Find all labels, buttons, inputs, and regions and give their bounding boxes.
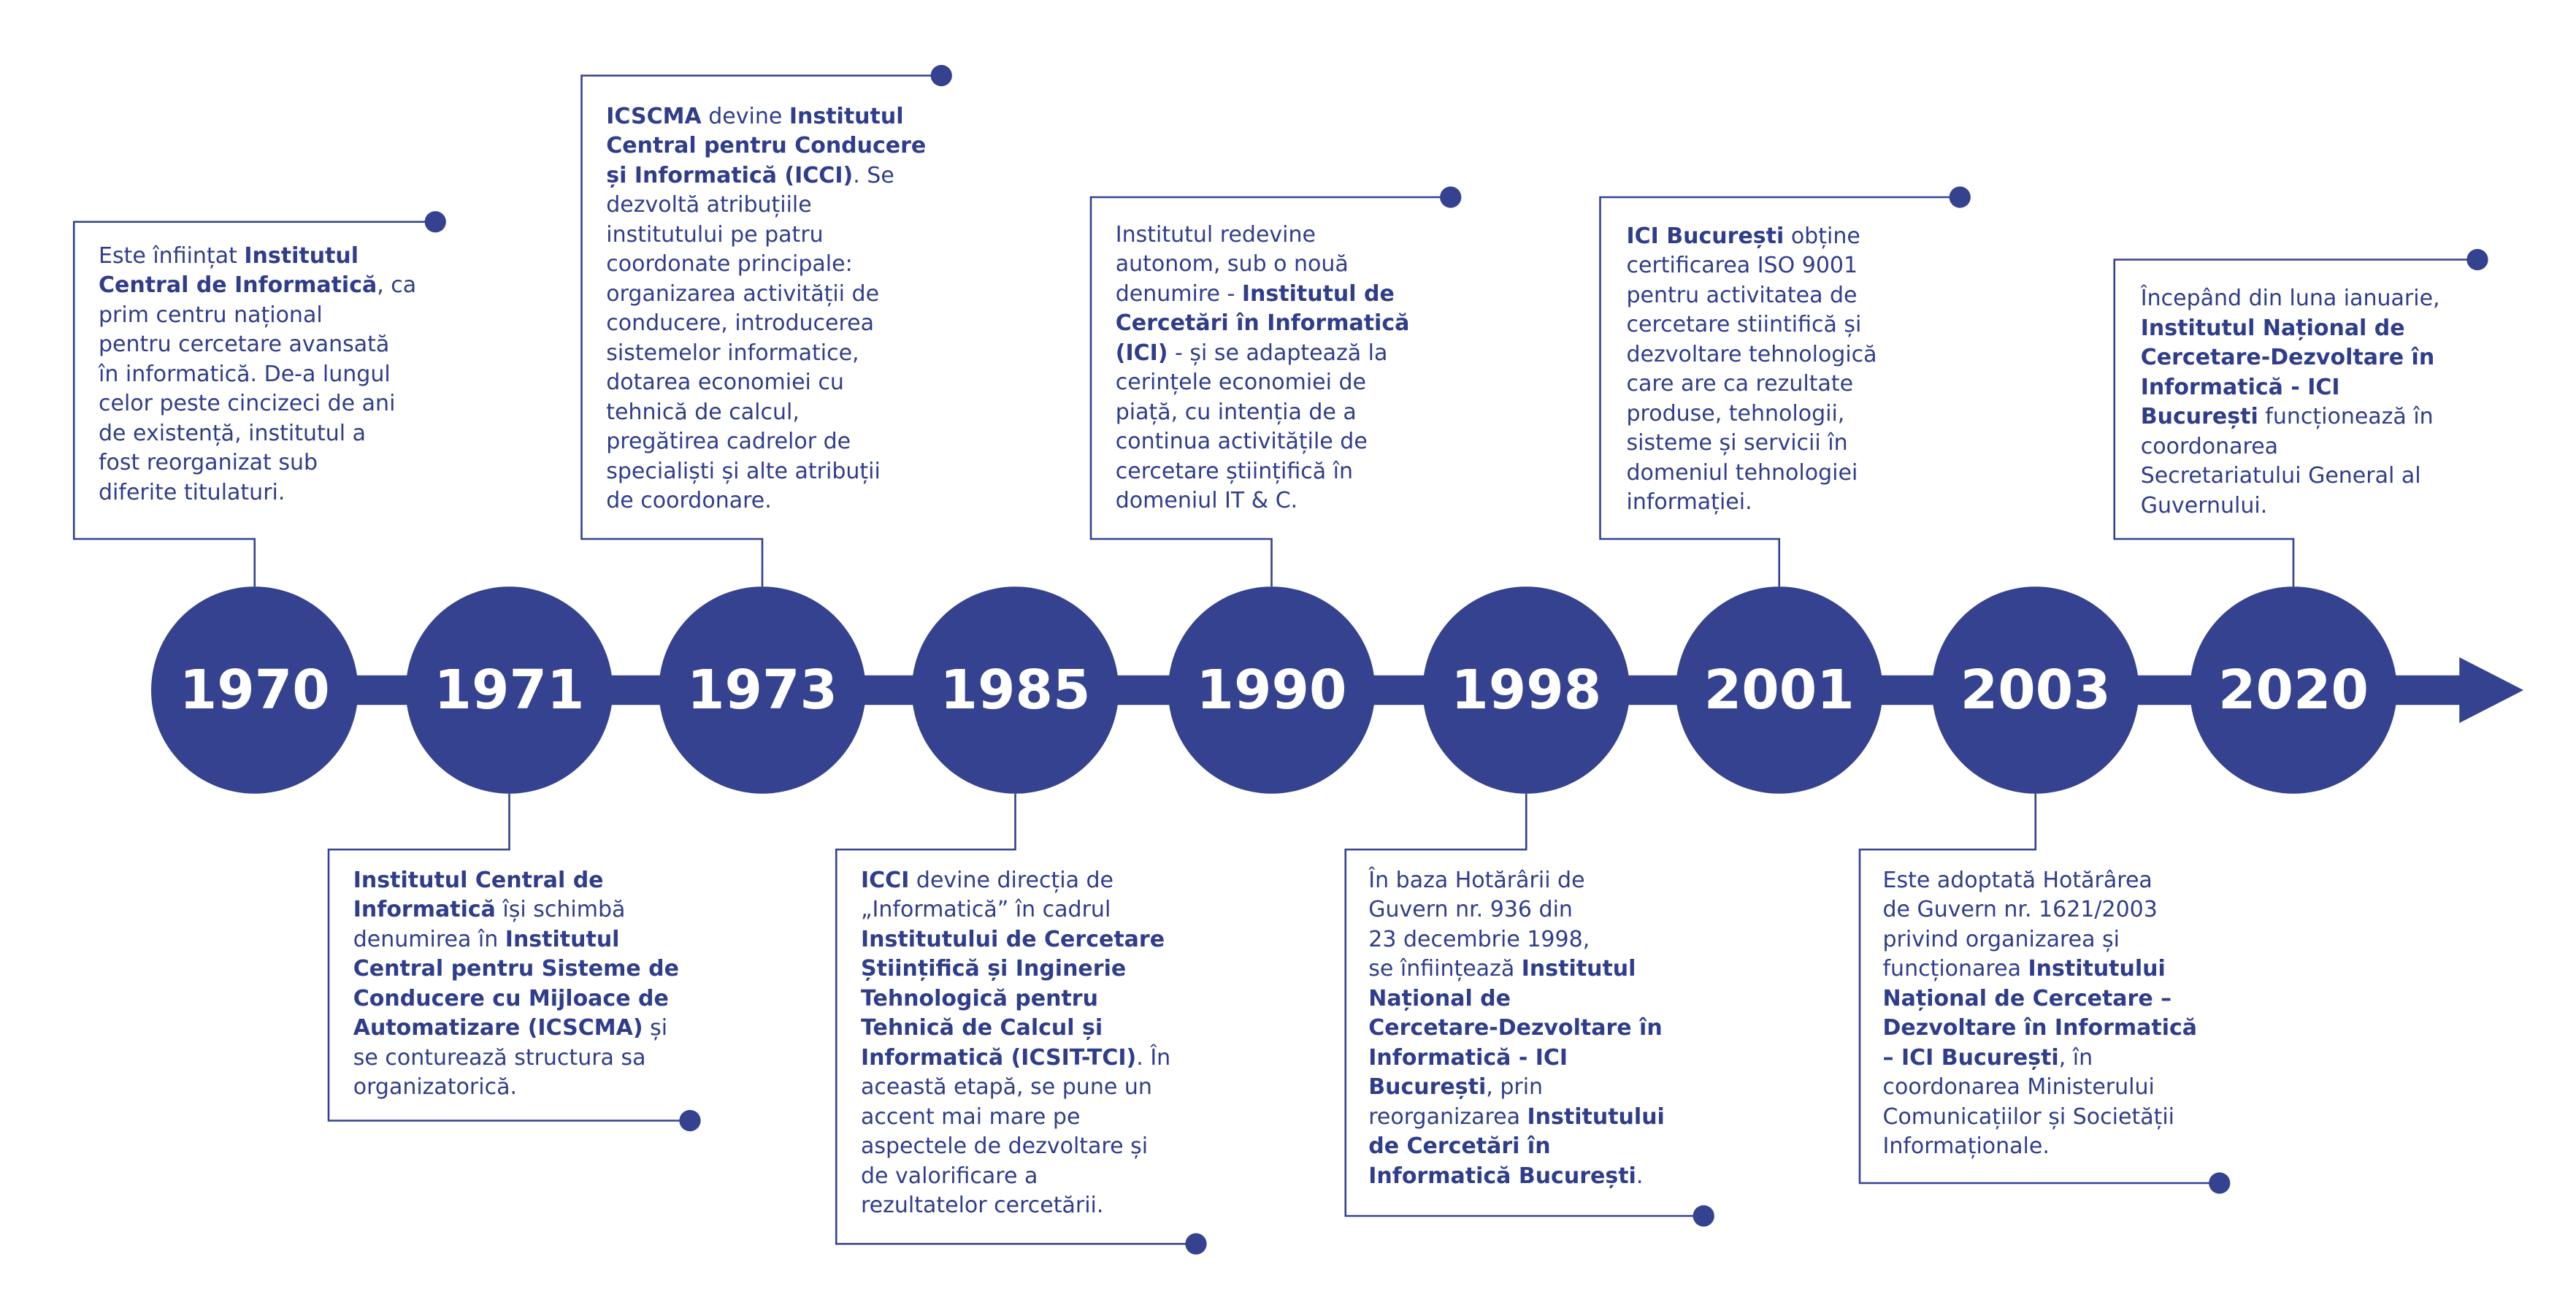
text: cercetare stiintifică și [1626,312,1862,338]
text: . În [1136,1044,1171,1071]
text: celor peste cincizeci de ani [99,391,396,417]
text: 23 decembrie 1998, [1368,926,1590,952]
text: cercetare științifică în [1115,458,1353,484]
event-line [606,486,926,516]
text: de existență, institutul a [99,420,367,446]
text: coordonarea Ministerului [1882,1074,2155,1101]
text: organizatorică. [353,1074,518,1101]
year-label: 1973 [687,659,837,722]
axis-arrow [2459,657,2523,723]
bold-text: Informatică București [1368,1163,1636,1189]
text: pregătirea cadrelor de [606,429,851,454]
event-line [1116,280,1410,310]
text: în informatică. De-a lungul [99,361,391,387]
text: sisteme și servicii în [1626,430,1848,456]
event-line [606,368,926,398]
bold-text: ICI București [1626,223,1785,249]
year-label: 2003 [1960,659,2111,722]
text: Este înființat [99,242,245,269]
text: fost reorganizat sub [99,450,318,476]
bold-text: Cercetare-Dezvoltare în [2140,345,2435,371]
event-line [606,339,926,369]
event-line [1116,427,1410,457]
connector-dot [1950,186,1971,207]
event-line [861,1014,1170,1044]
bold-text: Institutul [789,103,904,129]
event-line [861,925,1170,955]
event-line [1883,1103,2198,1133]
event-line [1368,1103,1665,1133]
event-line [1627,340,1877,370]
bold-text: (ICI) [1115,340,1168,366]
event-line [861,984,1170,1014]
event-line [606,191,926,221]
event-line [1116,309,1410,339]
event-line [606,221,926,250]
bold-text: Institutul Central de [353,867,604,893]
event-description-1973 [606,102,926,516]
bold-text: Cercetări în Informatică [1115,310,1410,336]
event-description-1998 [1368,866,1665,1192]
event-line [99,301,416,331]
text: denumire - [1115,280,1242,307]
event-line [606,250,926,280]
text: rezultatelor cercetării. [861,1193,1104,1219]
text: autonom, sub o nouă [1115,251,1349,277]
text: diferite titulaturi. [99,479,285,505]
event-line [1883,1044,2198,1074]
event-line [1368,866,1665,896]
bold-text: Central pentru Sisteme de [353,956,679,982]
text: care are ca rezultate [1626,371,1854,397]
bold-text: ICSCMA [606,103,702,129]
bold-text: Național de [1368,985,1511,1011]
year-label: 1985 [940,659,1091,722]
event-line [99,330,416,360]
event-line [861,1132,1170,1162]
event-line [2141,402,2440,432]
event-line [99,389,416,419]
text: institutului pe patru [606,221,824,248]
text: de valorificare a [861,1163,1038,1189]
event-line [861,1103,1170,1133]
text: , în [2058,1044,2093,1071]
text: Este adoptată Hotărârea [1882,867,2153,893]
bold-text: Dezvoltare în Informatică [1882,1015,2198,1041]
bold-text: și Informatică (ICCI) [606,162,854,188]
text: obține [1784,223,1860,249]
event-description-2001 [1627,222,1877,518]
event-description-2020 [2141,284,2440,521]
event-line [1883,925,2198,955]
bold-text: Institutul [244,242,359,269]
event-line [1883,954,2198,984]
event-line [861,895,1170,925]
event-line [1627,459,1877,489]
event-line [2141,343,2440,373]
bold-text: Național de Cercetare – [1882,985,2172,1011]
bold-text: Institutul de [1241,280,1395,307]
bold-text: Institutului de Cercetare [861,926,1165,952]
bold-text: Institutului [2028,956,2166,982]
connector-dot [931,65,952,86]
connector-dot [679,1110,700,1131]
event-line [606,131,926,161]
event-line [2141,373,2440,403]
event-line [861,1191,1170,1221]
bold-text: Informatică - ICI [1368,1044,1568,1071]
text: denumirea în [353,926,505,952]
event-line [99,360,416,390]
event-description-1990 [1116,221,1410,516]
event-line [861,1162,1170,1192]
bold-text: Informatică - ICI [2140,374,2340,400]
text: Informaționale. [1882,1133,2050,1160]
bold-text: Conducere cu Mijloace de [353,985,669,1011]
event-line [1627,399,1877,429]
event-line [1368,1162,1665,1192]
event-description-2003 [1883,866,2198,1162]
bold-text: București [2140,404,2258,430]
event-line [99,271,416,301]
bold-text: Cercetare-Dezvoltare în [1368,1015,1663,1041]
connector-dot [1693,1205,1714,1226]
event-description-1971 [353,866,679,1103]
text: conducere, introducerea [606,310,874,336]
event-line [1627,281,1877,311]
text: . [1636,1163,1644,1189]
text: prim centru național [99,302,323,328]
bold-text: Central de Informatică [99,272,377,299]
text: organizarea activității de [606,280,880,307]
event-line [1368,925,1665,955]
connector-dot [1185,1233,1206,1255]
bold-text: Tehnică de Calcul și [861,1015,1103,1041]
event-line [1627,251,1877,281]
text: accent mai mare pe [861,1103,1081,1130]
connector-dot [2466,249,2488,270]
event-line [99,448,416,478]
bold-text: Institutului [1527,1103,1665,1130]
event-line [99,478,416,508]
event-line [99,242,416,272]
connector-dot [2209,1172,2230,1193]
text: devine direcția de [909,867,1114,893]
text: În baza Hotărârii de [1368,867,1585,893]
text: pentru cercetare avansată [99,332,390,358]
text: aspectele de dezvoltare și [861,1133,1149,1160]
text: - și se adaptează la [1168,340,1388,366]
bold-text: Științifică și Inginerie [861,956,1127,982]
event-line [1883,866,2198,896]
bold-text: Institutul [505,926,620,952]
event-line [1116,486,1410,516]
event-line [353,954,679,984]
event-line [1116,221,1410,250]
text: de Guvern nr. 1621/2003 [1882,897,2158,923]
event-line [861,866,1170,896]
event-description-1985 [861,866,1170,1221]
event-line [1116,250,1410,280]
text: informației. [1626,489,1752,516]
event-line [1883,984,2198,1014]
year-label: 1971 [434,659,585,722]
event-line [606,427,926,457]
connector-dot [425,211,446,232]
bold-text: ICCI [861,867,910,893]
bold-text: – ICI București [1882,1044,2059,1071]
text: sistemelor informatice, [606,340,859,366]
text: funcționarea [1882,956,2028,982]
bold-text: Automatizare (ICSCMA) [353,1015,643,1041]
text: Începând din luna ianuarie, [2140,286,2440,312]
event-line [1368,984,1665,1014]
text: produse, tehnologii, [1626,400,1845,426]
text: devine [701,103,789,129]
event-line [1368,1044,1665,1074]
event-line [1368,1073,1665,1103]
text: Secretariatului General al [2140,463,2421,489]
text: de coordonare. [606,488,772,513]
text: reorganizarea [1368,1103,1527,1130]
bold-text: de Cercetări în [1368,1133,1551,1160]
event-line [353,1073,679,1103]
year-label: 1970 [179,659,330,722]
event-line [606,102,926,132]
year-nodes [151,586,2397,794]
text: certificarea ISO 9001 [1626,253,1858,279]
text: dezvoltare tehnologică [1626,341,1877,367]
text: , prin [1486,1074,1544,1101]
text: coordonarea [2140,433,2279,459]
event-line [1368,954,1665,984]
bold-text: Central pentru Conducere [606,133,927,158]
event-line [2141,284,2440,314]
text: „Informatică” în cadrul [861,897,1111,923]
event-line [1627,370,1877,399]
event-line [861,1044,1170,1074]
event-line [1116,398,1410,428]
event-line [353,1044,679,1074]
text: coordonate principale: [606,251,853,277]
text: se înființează [1368,956,1522,982]
event-line [2141,432,2440,462]
text: tehnică de calcul, [606,399,800,425]
text: această etapă, se pune un [861,1074,1152,1101]
event-line [1116,457,1410,487]
event-line [1116,339,1410,369]
event-line [1368,1014,1665,1044]
bold-text: Informatică (ICSIT-TCI) [861,1044,1137,1071]
text: Institutul redevine [1115,221,1316,248]
year-label: 2001 [1703,659,1855,722]
event-line [353,866,679,896]
bold-text: Institutul [1521,956,1636,982]
event-line [353,925,679,955]
event-line [1627,488,1877,518]
text: și [643,1015,668,1041]
event-line [606,398,926,428]
text: privind organizarea și [1882,926,2120,952]
event-line [2141,462,2440,491]
event-line [1883,1132,2198,1162]
text: , ca [377,272,417,299]
event-line [1883,1073,2198,1103]
event-line [1627,310,1877,340]
event-line [1883,1014,2198,1044]
year-label: 1998 [1451,659,1602,722]
event-line [606,309,926,339]
text: funcționează în [2258,404,2434,430]
event-line [606,280,926,310]
event-line [861,954,1170,984]
text: dotarea economiei cu [606,370,844,395]
text: Guvern nr. 936 din [1368,897,1573,923]
event-line [2141,491,2440,521]
text: piață, cu intenția de a [1115,399,1357,425]
event-line [1368,895,1665,925]
text: specialiști și alte atribuții [606,458,881,484]
bold-text: Tehnologică pentru [861,985,1098,1011]
text: domeniul tehnologiei [1626,459,1858,486]
text: domeniul IT & C. [1115,488,1298,513]
text: . Se [853,162,894,188]
event-line [2141,314,2440,344]
bold-text: Informatică [353,897,496,923]
event-line [353,1014,679,1044]
event-line [1368,1132,1665,1162]
event-line [353,895,679,925]
event-line [606,457,926,487]
text: dezvoltă atribuțiile [606,192,812,218]
text: Guvernului. [2140,492,2268,519]
event-line [1116,368,1410,398]
event-line [1627,222,1877,252]
event-line [99,419,416,449]
text: își schimbă [495,897,626,923]
event-line [861,1073,1170,1103]
event-line [606,161,926,191]
text: cerințele economiei de [1115,370,1366,395]
event-line [1627,429,1877,459]
bold-text: București [1368,1074,1487,1101]
bold-text: Institutul Național de [2140,315,2405,341]
event-line [1883,895,2198,925]
year-label: 1990 [1196,659,1347,722]
event-line [353,984,679,1014]
connector-dot [1440,186,1461,207]
text: pentru activitatea de [1626,282,1858,308]
text: se conturează structura sa [353,1044,646,1071]
text: continua activitățile de [1115,429,1368,454]
event-description-1970 [99,242,416,508]
text: Comunicațiilor și Societății [1882,1103,2175,1130]
year-label: 2020 [2218,659,2369,722]
